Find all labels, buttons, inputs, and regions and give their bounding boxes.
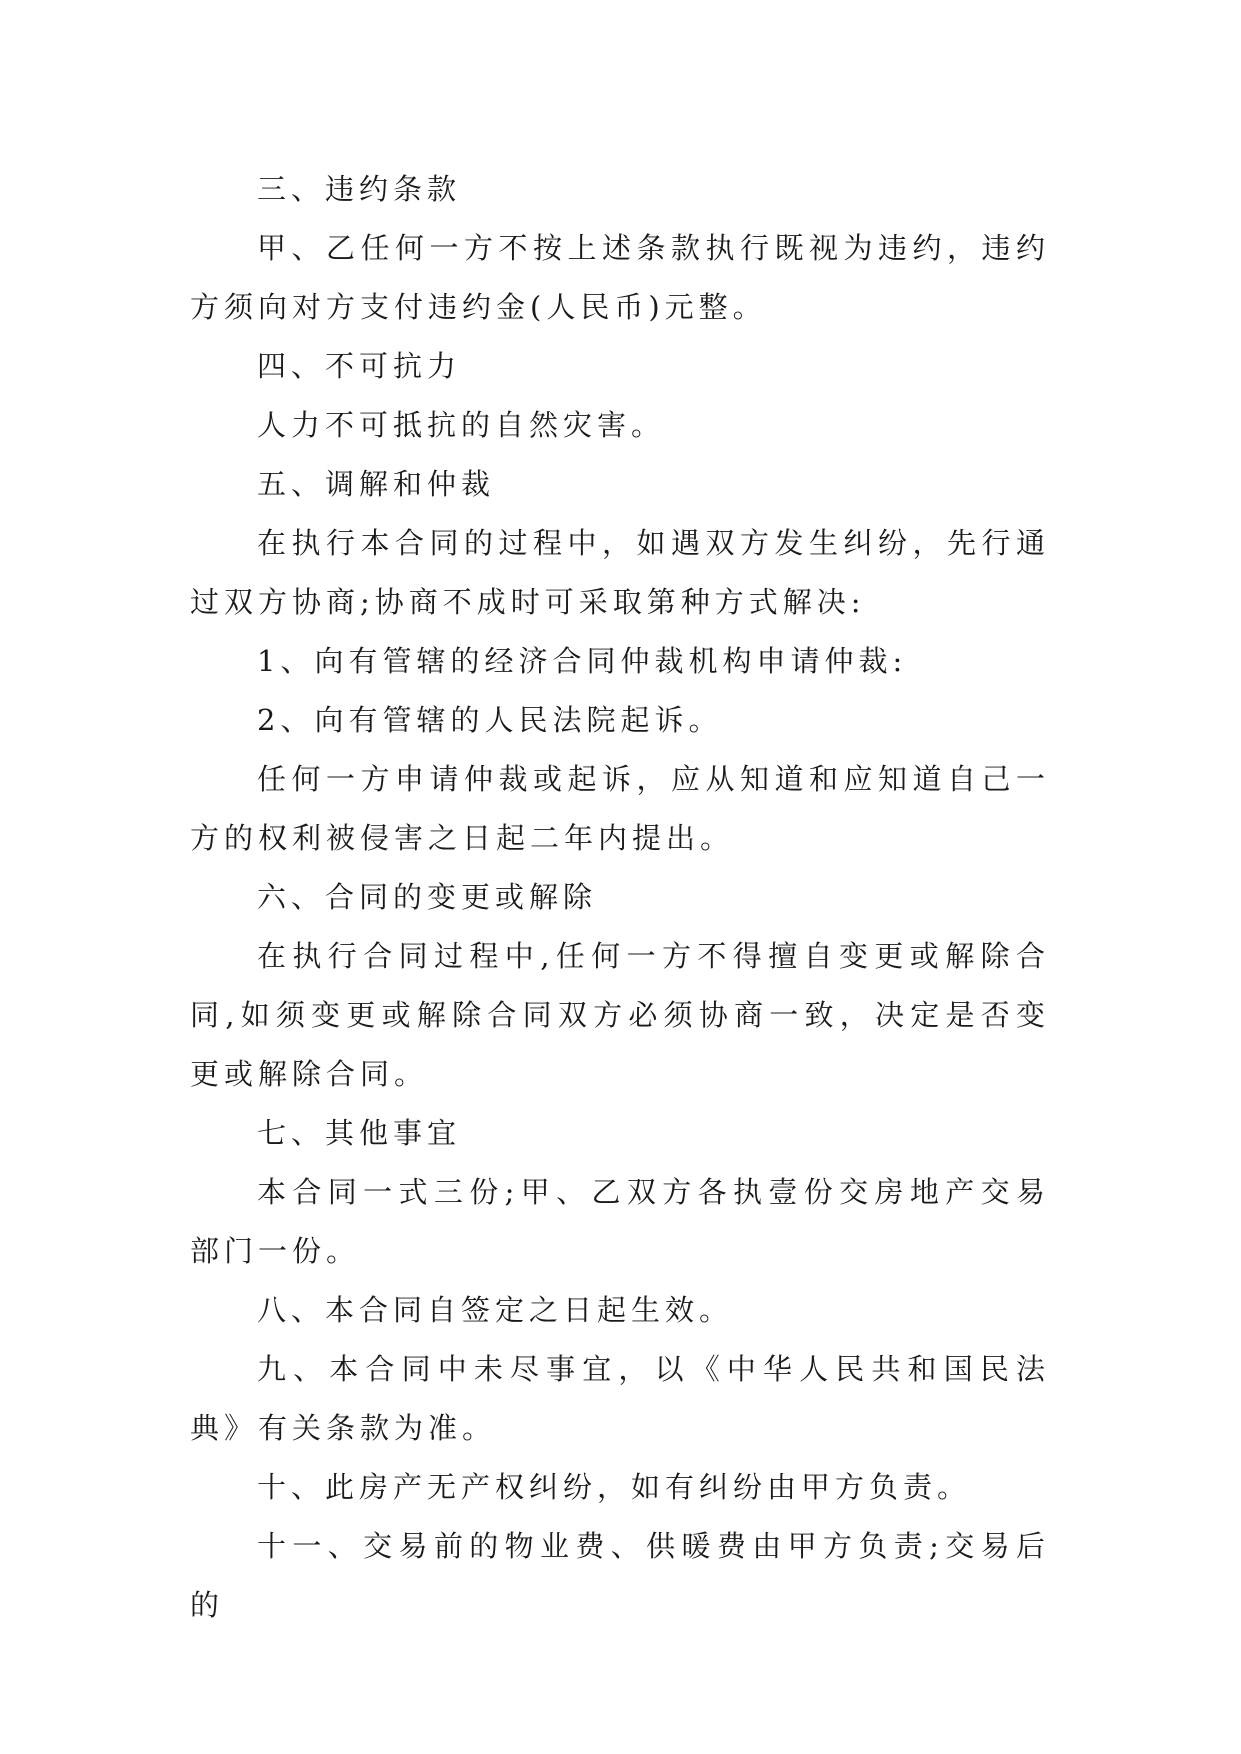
paragraph-copies: 本合同一式三份;甲、乙双方各执壹份交房地产交易部门一份。 <box>190 1175 1050 1268</box>
heading-other-matters: 七、其他事宜 <box>257 1116 462 1150</box>
paragraph-fees: 十一、交易前的物业费、供暖费由甲方负责;交易后的 <box>190 1529 1050 1622</box>
paragraph-force-majeure: 人力不可抵抗的自然灾害。 <box>257 408 666 442</box>
list-item-court: 2、向有管辖的人民法院起诉。 <box>257 703 723 737</box>
paragraph-civil-code: 九、本合同中未尽事宜，以《中华人民共和国民法典》有关条款为准。 <box>190 1352 1050 1445</box>
paragraph-breach-penalty: 甲、乙任何一方不按上述条款执行既视为违约，违约方须向对方支付违约金(人民币)元整。 <box>190 231 1050 324</box>
paragraph-property-dispute: 十、此房产无产权纠纷，如有纠纷由甲方负责。 <box>257 1470 972 1504</box>
heading-breach-clause: 三、违约条款 <box>257 172 462 206</box>
document-body <box>190 160 1050 1635</box>
heading-contract-change: 六、合同的变更或解除 <box>257 880 598 914</box>
paragraph-time-limit: 任何一方申请仲裁或起诉，应从知道和应知道自己一方的权利被侵害之日起二年内提出。 <box>190 762 1050 855</box>
paragraph-effective-date: 八、本合同自签定之日起生效。 <box>257 1293 734 1327</box>
paragraph-dispute-resolution: 在执行本合同的过程中，如遇双方发生纠纷，先行通过双方协商;协商不成时可采取第种方式解决: <box>190 526 1050 619</box>
paragraph-contract-change: 在执行合同过程中,任何一方不得擅自变更或解除合同,如须变更或解除合同双方必须协商一致，决定是否变更或解除合同。 <box>190 939 1050 1091</box>
list-item-arbitration: 1、向有管辖的经济合同仲裁机构申请仲裁: <box>257 644 908 678</box>
heading-force-majeure: 四、不可抗力 <box>257 349 462 383</box>
heading-mediation-arbitration: 五、调解和仲裁 <box>257 467 496 501</box>
